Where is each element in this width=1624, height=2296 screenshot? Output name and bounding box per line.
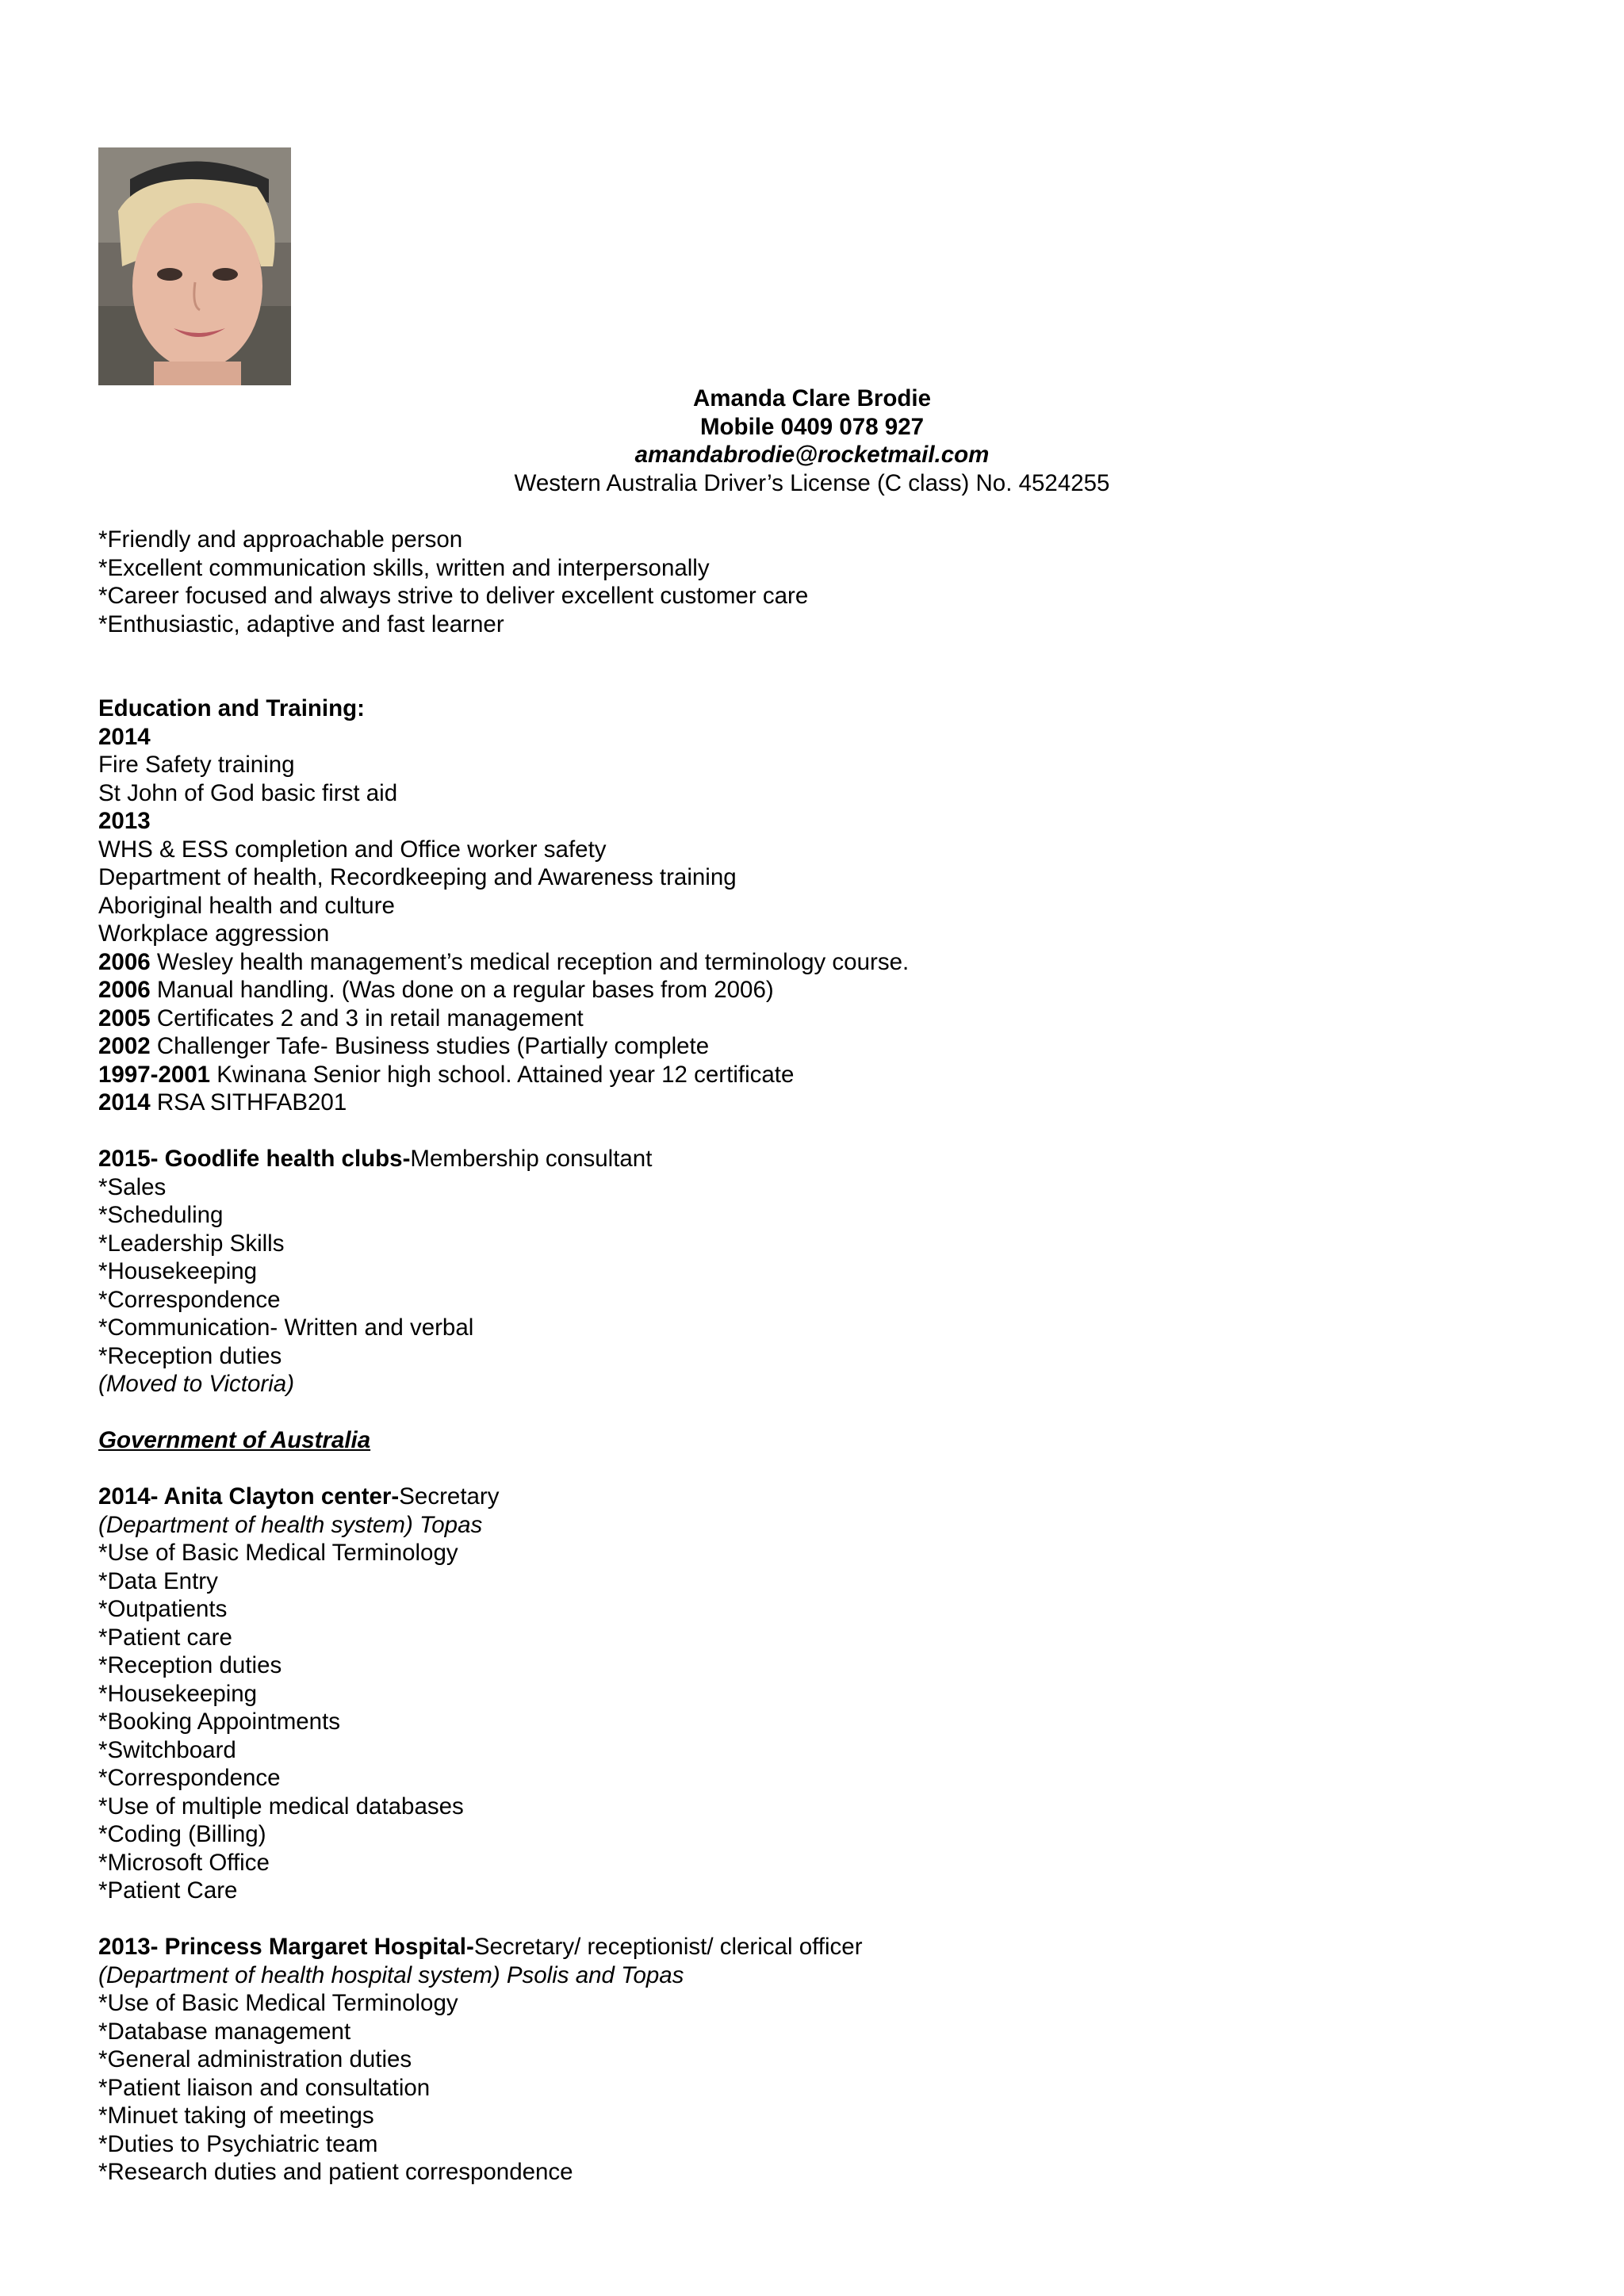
education-dated-text: Certificates 2 and 3 in retail management bbox=[150, 1004, 584, 1031]
job-heading-anita bbox=[98, 1483, 1526, 1511]
education-dated-item bbox=[98, 948, 1526, 977]
summary-item: *Friendly and approachable person bbox=[98, 526, 463, 553]
job-system: (Department of health system) Topas bbox=[98, 1511, 483, 1538]
education-dated-year: 2002 bbox=[98, 1033, 151, 1059]
job-note: (Moved to Victoria) bbox=[98, 1371, 295, 1397]
job-duty: *Patient liaison and consultation bbox=[98, 2074, 431, 2101]
job-duty: *Minuet taking of meetings bbox=[98, 2103, 374, 2129]
education-dated-year: 2006 bbox=[98, 977, 151, 1003]
job-duty: *Coding (Billing) bbox=[98, 1821, 266, 1847]
education-item: WHS & ESS completion and Office worker safety bbox=[98, 836, 607, 863]
education-dated-year: 1997-2001 bbox=[98, 1061, 211, 1088]
education-dated-text: Wesley health management’s medical reception and terminology course. bbox=[150, 948, 910, 975]
candidate-name: Amanda Clare Brodie bbox=[693, 385, 931, 411]
education-dated-item bbox=[98, 1032, 1526, 1061]
government-heading-line bbox=[98, 1426, 1526, 1455]
job-title: 2015- Goodlife health clubs- bbox=[98, 1146, 411, 1172]
job-duty: *Switchboard bbox=[98, 1736, 236, 1763]
job-duty: *General administration duties bbox=[98, 2046, 412, 2072]
education-dated-text: Manual handling. (Was done on a regular bases from 2006) bbox=[150, 977, 774, 1003]
job-duty: *Booking Appointments bbox=[98, 1709, 341, 1735]
job-duty: *Outpatients bbox=[98, 1596, 228, 1622]
job-duty: *Leadership Skills bbox=[98, 1230, 285, 1257]
job-duty: *Patient care bbox=[98, 1624, 232, 1651]
education-dated-item bbox=[98, 1061, 1526, 1089]
job-duty: *Duties to Psychiatric team bbox=[98, 2130, 378, 2157]
government-heading: Government of Australia bbox=[98, 1427, 371, 1453]
education-dated-item bbox=[98, 976, 1526, 1004]
education-dated-text: Kwinana Senior high school. Attained year 12 certificate bbox=[210, 1061, 795, 1088]
education-dated-year: 2005 bbox=[98, 1004, 151, 1031]
education-item: Fire Safety training bbox=[98, 752, 295, 778]
job-duty: *Use of multiple medical databases bbox=[98, 1793, 464, 1820]
job-role: Secretary/ receptionist/ clerical officer bbox=[473, 1934, 863, 1960]
email-address: amandabrodie@rocketmail.com bbox=[634, 442, 990, 468]
resume-body bbox=[98, 526, 1526, 2187]
summary-item: *Enthusiastic, adaptive and fast learner bbox=[98, 610, 504, 637]
job-duty: *Correspondence bbox=[98, 1765, 281, 1791]
job-duty: *Data Entry bbox=[98, 1567, 218, 1594]
education-item: Department of health, Recordkeeping and Awareness training bbox=[98, 864, 737, 890]
education-year: 2013 bbox=[98, 808, 151, 834]
education-item: Workplace aggression bbox=[98, 920, 330, 947]
drivers-license: Western Australia Driver’s License (C class) No. 4524255 bbox=[514, 469, 1110, 496]
education-item: Aboriginal health and culture bbox=[98, 892, 395, 919]
summary-item: *Career focused and always strive to deliver excellent customer care bbox=[98, 583, 809, 609]
job-duty: *Use of Basic Medical Terminology bbox=[98, 1540, 458, 1566]
job-duty: *Communication- Written and verbal bbox=[98, 1314, 474, 1341]
job-role: Membership consultant bbox=[410, 1146, 653, 1172]
job-duty: *Correspondence bbox=[98, 1286, 281, 1313]
education-dated-year: 2014 bbox=[98, 1089, 151, 1115]
job-system: (Department of health hospital system) Psolis and Topas bbox=[98, 1961, 684, 1988]
contact-header bbox=[0, 385, 1624, 497]
job-duty: *Scheduling bbox=[98, 1202, 224, 1228]
job-duty: *Research duties and patient correspondence bbox=[98, 2159, 573, 2185]
job-title: 2013- Princess Margaret Hospital- bbox=[98, 1934, 474, 1960]
profile-photo bbox=[98, 147, 291, 385]
job-duty: *Use of Basic Medical Terminology bbox=[98, 1990, 458, 2016]
job-duty: *Housekeeping bbox=[98, 1680, 258, 1707]
education-year: 2014 bbox=[98, 723, 151, 750]
job-role: Secretary bbox=[399, 1483, 500, 1510]
education-dated-item bbox=[98, 1004, 1526, 1033]
education-dated-text: RSA SITHFAB201 bbox=[150, 1089, 347, 1115]
summary-item: *Excellent communication skills, written and interpersonally bbox=[98, 554, 710, 581]
education-dated-year: 2006 bbox=[98, 948, 151, 975]
education-heading: Education and Training: bbox=[98, 695, 365, 721]
mobile-number: Mobile 0409 078 927 bbox=[699, 413, 925, 440]
job-heading-pmh bbox=[98, 1933, 1526, 1961]
job-duty: *Sales bbox=[98, 1173, 167, 1200]
job-duty: *Housekeeping bbox=[98, 1258, 258, 1284]
job-duty: *Microsoft Office bbox=[98, 1849, 270, 1876]
education-dated-text: Challenger Tafe- Business studies (Partially complete bbox=[150, 1033, 710, 1059]
job-duty: *Database management bbox=[98, 2018, 351, 2045]
job-duty: *Reception duties bbox=[98, 1342, 282, 1369]
job-duty: *Reception duties bbox=[98, 1652, 282, 1678]
job-title: 2014- Anita Clayton center- bbox=[98, 1483, 400, 1510]
job-duty: *Patient Care bbox=[98, 1877, 238, 1904]
education-dated-item bbox=[98, 1089, 1526, 1117]
education-item: St John of God basic first aid bbox=[98, 779, 398, 806]
job-heading-goodlife bbox=[98, 1145, 1526, 1173]
